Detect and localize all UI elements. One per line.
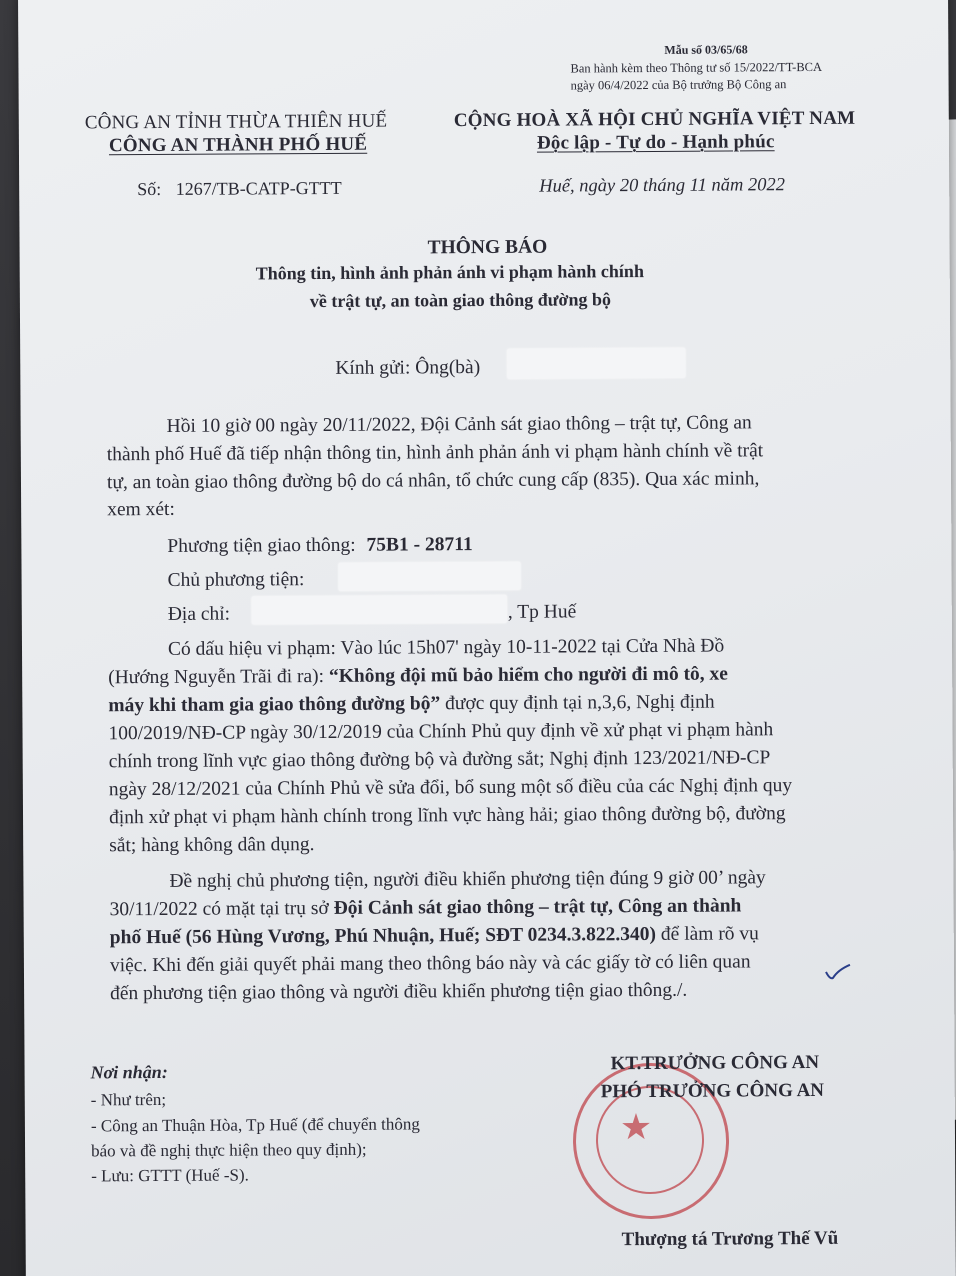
- recipients-item: báo và đề nghị thực hiện theo quy định);: [91, 1139, 367, 1161]
- handwritten-check-icon: [824, 962, 852, 984]
- redaction-owner: [338, 562, 520, 591]
- para1-line: xem xét:: [107, 498, 175, 521]
- signature-title-line1: KT.TRƯỞNG CÔNG AN: [610, 1051, 820, 1075]
- recipients-item: - Lưu: GTTT (Huế -S).: [91, 1165, 249, 1186]
- notice-subtitle-line1: Thông tin, hình ảnh phản ánh vi phạm hành chính: [255, 261, 644, 284]
- notice-subtitle-line2: về trật tự, an toàn giao thông đường bộ: [309, 289, 612, 312]
- address-suffix: , Tp Huế: [507, 601, 577, 623]
- violation-line: ngày 28/12/2021 của Chính Phủ về sửa đổi, bổ sung một số điều của các Nghị định quy: [108, 775, 793, 801]
- signature-title-line2: PHÓ TRƯỞNG CÔNG AN: [600, 1079, 825, 1103]
- form-note-line2: ngày 06/4/2022 của Bộ trưởng Bộ Công an: [570, 77, 787, 93]
- form-number: Mẫu số 03/65/68: [664, 42, 748, 57]
- violation-regulation: được quy định tại n,3,6, Nghị định: [440, 691, 715, 715]
- request-line: [110, 895, 742, 921]
- request-line: [110, 923, 759, 949]
- address-label: Địa chỉ:: [167, 603, 231, 625]
- recipients-heading: Nơi nhận:: [90, 1061, 168, 1083]
- agency-line1: CÔNG AN TỈNH THỪA THIÊN HUẾ: [84, 110, 388, 134]
- vehicle-label: Phương tiện giao thông:: [167, 534, 356, 557]
- recipients-item: - Như trên;: [90, 1089, 167, 1110]
- vehicle-row: [167, 534, 472, 558]
- violation-description: máy khi tham gia giao thông đường bộ”: [108, 693, 441, 717]
- republic-line1: CỘNG HOÀ XÃ HỘI CHỦ NGHĨA VIỆT NAM: [453, 107, 856, 132]
- recipient-label: Kính gửi: Ông(bà): [335, 357, 481, 379]
- notice-paper: [18, 0, 956, 1276]
- redaction-recipient: [507, 348, 685, 379]
- request-line: Đề nghị chủ phương tiện, người điều khiển phương tiện đúng 9 giờ 00’ ngày: [169, 867, 766, 892]
- request-text: để làm rõ vụ: [655, 923, 759, 945]
- republic-line2: Độc lập - Tự do - Hạnh phúc: [536, 131, 775, 154]
- violation-line: chính trong lĩnh vực giao thông đường bộ và đường sắt; Nghị định 123/2021/NĐ-CP: [108, 747, 771, 773]
- doc-number-label: Số:: [137, 178, 162, 200]
- request-location: Đội Cảnh sát giao thông – trật tự, Công an thành: [333, 895, 742, 919]
- request-location: phố Huế (56 Hùng Vương, Phú Nhuận, Huế; SĐT 0234.3.822.340): [109, 923, 657, 949]
- para1-line: Hồi 10 giờ 00 ngày 20/11/2022, Đội Cảnh sát giao thông – trật tự, Công an: [166, 412, 752, 437]
- doc-number: 1267/TB-CATP-GTTT: [175, 177, 342, 199]
- request-text: 30/11/2022 có mặt tại trụ sở: [109, 897, 334, 921]
- seal-star-icon: ★: [619, 1106, 653, 1148]
- notice-title: THÔNG BÁO: [427, 236, 548, 259]
- request-line: đến phương tiện giao thông và người điều khiển phương tiện giao thông./.: [110, 979, 688, 1005]
- redaction-address: [252, 595, 507, 625]
- vehicle-plate: 75B1 - 28711: [366, 534, 473, 556]
- para1-line: thành phố Huế đã tiếp nhận thông tin, hình ảnh phản ánh vi phạm hành chính về trật: [106, 440, 764, 466]
- violation-line: sắt; hàng không dân dụng.: [109, 834, 315, 857]
- form-note-line1: Ban hành kèm theo Thông tư số 15/2022/TT-BCA: [570, 59, 823, 76]
- place-date: Huế, ngày 20 tháng 11 năm 2022: [539, 175, 786, 197]
- doc-number-row: [137, 178, 342, 200]
- violation-line: định xử phạt vi phạm hành chính trong lĩnh vực hàng hải; giao thông đường bộ, đường: [108, 803, 786, 829]
- violation-line: 100/2019/NĐ-CP ngày 30/12/2019 của Chính Phủ quy định về xử phạt vi phạm hành: [108, 719, 774, 745]
- request-line: việc. Khi đến giải quyết phải mang theo thông báo này và các giấy tờ có liên quan: [109, 951, 751, 977]
- owner-label: Chủ phương tiện:: [167, 569, 305, 591]
- violation-line: [108, 692, 714, 718]
- violation-line: [108, 664, 728, 690]
- para1-line: tự, an toàn giao thông đường bộ do cá nhân, tổ chức cung cấp (835). Qua xác minh,: [106, 468, 760, 494]
- violation-description: “Không đội mũ bảo hiểm cho người đi mô tô, xe: [328, 663, 729, 687]
- violation-location: (Hướng Nguyễn Trãi đi ra):: [108, 665, 329, 689]
- agency-line2: CÔNG AN THÀNH PHỐ HUẾ: [108, 133, 368, 157]
- violation-line: Có dấu hiệu vi phạm: Vào lúc 15h07' ngày 10-11-2022 tại Cửa Nhà Đồ: [167, 635, 725, 660]
- signer-name: Thượng tá Trương Thế Vũ: [621, 1227, 839, 1251]
- recipients-item: - Công an Thuận Hòa, Tp Huế (để chuyển thông: [90, 1114, 420, 1136]
